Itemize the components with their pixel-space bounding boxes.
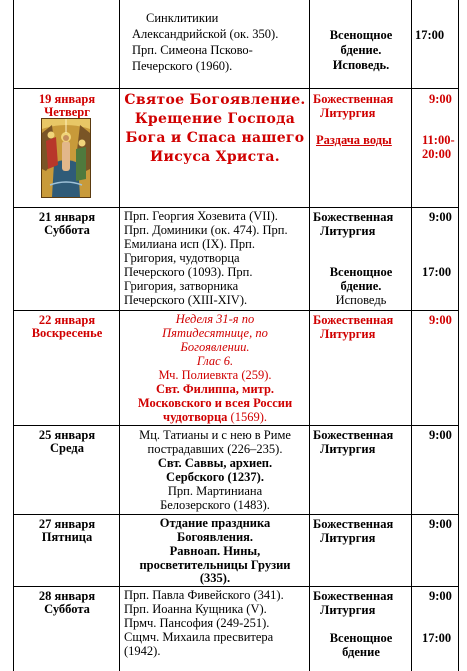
date-label: 21 января <box>38 210 96 224</box>
saint-line: Свт. Филиппа, митр. <box>155 382 275 396</box>
service-label: Божественная <box>313 589 394 603</box>
service-time: 17:00 <box>422 265 452 279</box>
saint-line: Прп. Мартиниана <box>167 484 263 498</box>
saint-line: Белозерского (1483). <box>160 498 270 512</box>
saint-line: Богоявления. <box>176 530 254 544</box>
saint-line: Свт. Саввы, архиеп. <box>157 456 273 470</box>
saint-line: Прп. Павла Фивейского (341). <box>124 588 284 602</box>
service-label: Литургия <box>320 531 376 545</box>
service-time: 9:00 <box>429 589 452 603</box>
saint-line: Мч. Полиевкта (259). <box>158 368 272 382</box>
sunday-line: Пятидесятнице, по <box>162 326 268 340</box>
feast-title: Бога и Спаса нашего <box>125 130 305 146</box>
saint-line: Печерского (1960). <box>132 59 233 73</box>
saint-line: (1942). <box>124 644 161 658</box>
weekday-label: Воскресенье <box>31 326 103 340</box>
saint-line: Прп. Симеона Псково- <box>132 43 253 57</box>
saint-line: Григория, затворника <box>124 279 239 293</box>
service-label: Литургия <box>320 442 376 456</box>
saint-line: Григория, чудотворца <box>124 251 240 265</box>
saint-line: Мц. Татианы и с нею в Риме <box>139 428 291 442</box>
service-label: Исповедь. <box>332 58 390 72</box>
date-label: 22 января <box>38 313 96 327</box>
table-row <box>13 0 459 88</box>
saint-line: Сербского (1237). <box>166 470 264 484</box>
sunday-line: Неделя 31-я по <box>175 312 255 326</box>
saint-line: Печерского (XIII-XIV). <box>124 293 248 307</box>
saint-line: Сщмч. Михаила пресвитера <box>124 630 274 644</box>
saint-line: (335). <box>199 571 231 585</box>
feast-title: Крещение Господа <box>134 111 296 127</box>
saint-line: пострадавших (226–235). <box>147 442 283 456</box>
saint-line <box>120 410 310 424</box>
weekday-label: Четверг <box>44 105 90 119</box>
service-time: 9:00 <box>429 92 452 106</box>
service-label: Литургия <box>320 224 376 238</box>
service-time: 11:00- <box>422 133 455 147</box>
feast-title: Святое Богоявление. <box>124 92 306 108</box>
saint-year: (1569). <box>227 410 267 424</box>
saint-line: Емилиана исп (IX). Прп. <box>124 237 255 251</box>
saint-line: Равноап. Нины, <box>169 544 261 558</box>
saint-line: Александрийской (ок. 350). <box>132 27 279 41</box>
service-label: Божественная <box>313 428 394 442</box>
table-row <box>13 425 459 514</box>
theophany-icon <box>41 118 91 198</box>
sunday-line: Богоявлении. <box>180 340 250 354</box>
service-label: бдение <box>342 645 380 659</box>
saint-line: Прп. Георгия Хозевита (VII). <box>124 209 278 223</box>
service-label: бдение. <box>340 279 382 293</box>
saint-line: Синклитикии <box>146 11 219 25</box>
table-row <box>13 586 459 671</box>
service-label: Всенощное <box>329 631 393 645</box>
saint-line: Отдание праздника <box>159 516 271 530</box>
service-label: Божественная <box>313 92 394 106</box>
weekday-label: Среда <box>50 441 84 455</box>
service-label: Литургия <box>320 327 376 341</box>
service-label: Всенощное <box>329 28 393 42</box>
table-row <box>13 514 459 586</box>
service-label: Литургия <box>320 603 376 617</box>
saint-line: Прп. Иоанна Кущника (V). <box>124 602 267 616</box>
table-row <box>13 310 459 425</box>
date-label: 25 января <box>38 428 96 442</box>
weekday-label: Суббота <box>44 602 90 616</box>
water-blessing-label: Раздача воды <box>316 133 392 147</box>
date-label: 27 января <box>38 517 96 531</box>
table-row <box>13 207 459 310</box>
service-time: 20:00 <box>422 147 452 161</box>
service-time: 17:00 <box>422 631 452 645</box>
service-label: Божественная <box>313 517 394 531</box>
service-time: 9:00 <box>429 428 452 442</box>
service-time: 9:00 <box>429 517 452 531</box>
weekday-label: Суббота <box>44 223 90 237</box>
service-label: Исповедь <box>335 293 387 307</box>
feast-title: Иисуса Христа. <box>150 149 280 165</box>
saint-line: Печерского (1093). Прп. <box>124 265 253 279</box>
service-time: 17:00 <box>415 28 445 42</box>
saint-line: просветительницы Грузии <box>139 558 291 572</box>
service-label: бдение. <box>340 43 382 57</box>
saint-name: чудотворца <box>163 410 228 424</box>
service-label: Божественная <box>313 210 394 224</box>
date-label: 19 января <box>38 92 96 106</box>
sunday-line: Глас 6. <box>196 354 234 368</box>
service-label: Божественная <box>313 313 394 327</box>
service-label: Всенощное <box>329 265 393 279</box>
service-time: 9:00 <box>429 313 452 327</box>
theophany-icon-art <box>42 119 90 197</box>
saint-line: Московского и всея России <box>137 396 293 410</box>
date-label: 28 января <box>38 589 96 603</box>
service-time: 9:00 <box>429 210 452 224</box>
saint-line: Прп. Доминики (ок. 474). Прп. <box>124 223 288 237</box>
weekday-label: Пятница <box>41 530 93 544</box>
service-label: Литургия <box>320 106 376 120</box>
saint-line: Прмч. Пансофия (249-251). <box>124 616 270 630</box>
